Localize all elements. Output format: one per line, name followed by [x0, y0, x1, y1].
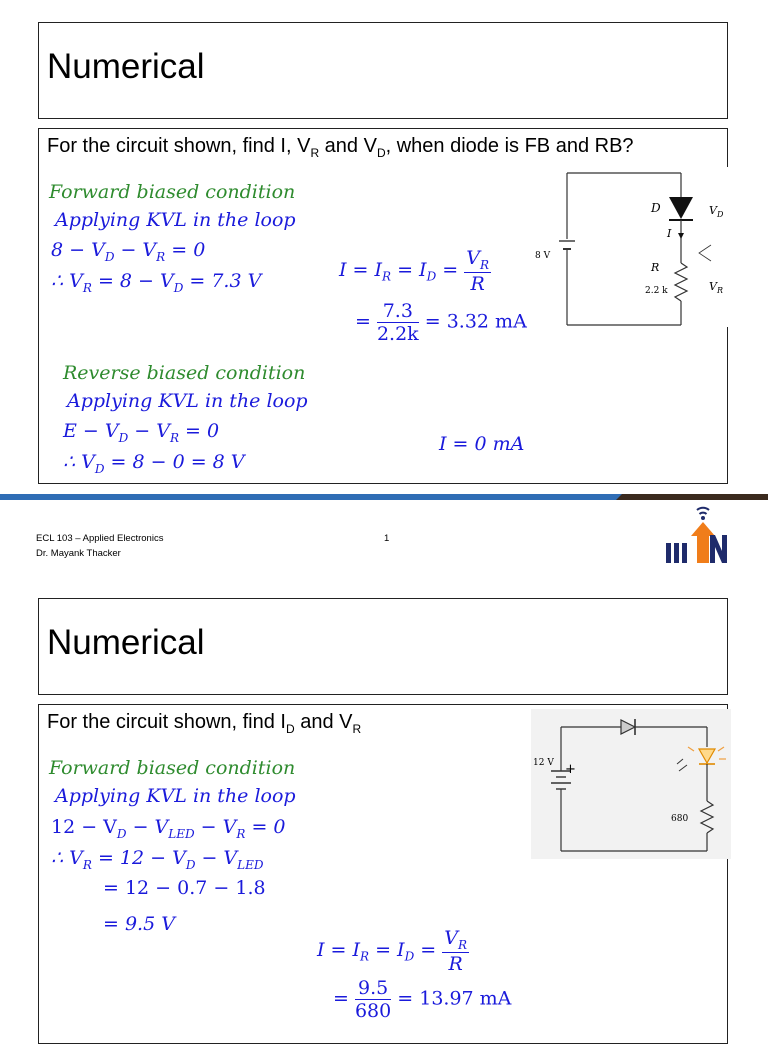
slide1-calc: = $\frac{7.3}{2.2k}$ = 3.32 mA	[355, 300, 527, 345]
slide2-fb-heading: Forward biased condition	[49, 757, 296, 779]
slide2-eq1: $12 - V_D - V_{LED} - V_R = 0$	[51, 816, 286, 841]
slide2-current-eq: $I = I_R = I_D$ = $\frac{V_R}{R}$	[317, 927, 467, 975]
slide1-fb-kvl: Applying KVL in the loop	[55, 209, 296, 231]
slide1-fb-heading: Forward biased condition	[49, 181, 296, 203]
resistor-label: R	[651, 261, 660, 274]
current-label: I	[667, 227, 672, 240]
slide2-eq2: ∴ $V_R = 12 - V_D - V_{LED}$	[51, 847, 264, 872]
slide2-calc: = $\frac{9.5}{680}$ = 13.97 mA	[333, 977, 512, 1022]
footer-course: ECL 103 – Applied Electronics	[36, 533, 164, 544]
resistor-value: 2.2 k	[645, 286, 668, 296]
battery-label: 8 V	[535, 251, 551, 261]
slide-divider-bar	[0, 494, 768, 500]
slide1-rb-eq1: $E - V_D - V_R = 0$	[63, 420, 220, 445]
slide2-fb-kvl: Applying KVL in the loop	[55, 785, 296, 807]
battery-label: 12 V	[533, 758, 554, 768]
iiin-logo	[660, 505, 728, 567]
footer-author: Dr. Mayank Thacker	[36, 548, 121, 559]
slide2-content-box	[38, 704, 728, 1044]
slide1-rb-eq2: ∴ $V_D = 8 - 0 = 8$ V	[63, 451, 245, 476]
slide2-eq4: = 9.5 V	[103, 913, 175, 935]
slide1-current-eq: $I = I_R = I_D$ = $\frac{V_R}{R}$	[339, 247, 489, 295]
slide1-rb-current: I = 0 mA	[439, 433, 525, 455]
slide1-title-box	[38, 22, 728, 119]
slide2-title: Numerical	[47, 623, 205, 662]
slide2-eq3: = 12 − 0.7 − 1.8	[103, 877, 266, 899]
slide1-question: For the circuit shown, find I, $V_R$ and $V_D$, when diode is FB and RB?	[47, 135, 634, 160]
battery-plus: +	[565, 762, 576, 777]
slide1-content-box	[38, 128, 728, 484]
slide2-question: For the circuit shown, find $I_D$ and $V_R$	[47, 711, 362, 736]
vr-label: $V_R$	[709, 280, 723, 295]
slide1-title: Numerical	[47, 47, 205, 86]
vd-label: $V_D$	[709, 204, 724, 219]
resistor-label: 680	[671, 814, 689, 824]
slide1-circuit-diagram	[533, 167, 733, 327]
slide2-title-box	[38, 598, 728, 695]
slide1-fb-eq1: $8 - V_D - V_R = 0$	[51, 239, 206, 264]
slide1-rb-heading: Reverse biased condition	[63, 362, 306, 384]
footer-page-number: 1	[384, 533, 390, 544]
slide1-rb-kvl: Applying KVL in the loop	[67, 390, 308, 412]
diode-label: D	[651, 201, 661, 215]
slide2-circuit-diagram	[531, 709, 731, 859]
slide1-fb-eq2: ∴ $V_R = 8 - V_D = 7.3$ V	[51, 270, 262, 295]
